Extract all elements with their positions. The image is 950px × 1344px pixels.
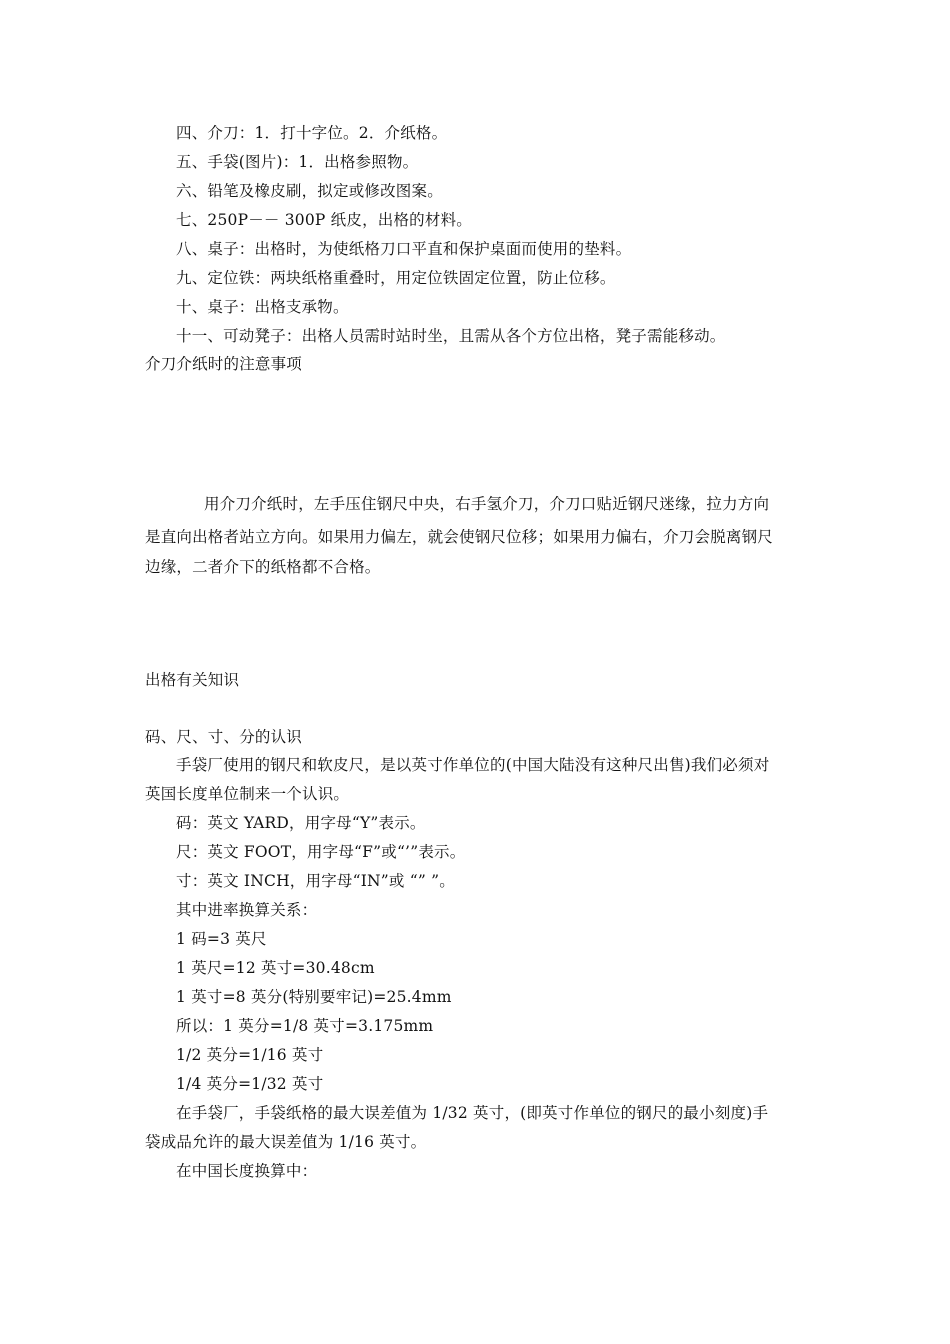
paragraph-line: 在中国长度换算中： — [176, 1162, 318, 1180]
conversion-line: 1 码=3 英尺 — [176, 930, 267, 948]
paragraph-line: 用介刀介纸时，左手压住钢尺中央，右手氢介刀，介刀口贴近钢尺迷缘，拉力方向 — [204, 495, 770, 513]
paragraph-line: 袋成品允许的最大误差值为 1/16 英寸。 — [145, 1133, 427, 1151]
conversion-line: 1/2 英分=1/16 英寸 — [176, 1046, 324, 1064]
conversion-line: 1 英寸=8 英分(特别要牢记)=25.4mm — [176, 988, 452, 1006]
unit-inch: 寸：英文 INCH，用字母“IN”或 “” ”。 — [176, 872, 455, 890]
conversion-intro: 其中进率换算关系： — [176, 901, 318, 919]
section-heading-cutting: 介刀介纸时的注意事项 — [145, 355, 303, 373]
unit-foot: 尺：英文 FOOT，用字母“F”或“’”表示。 — [176, 843, 466, 861]
paragraph-line: 边缘，二者介下的纸格都不合格。 — [145, 558, 381, 576]
unit-yard: 码：英文 YARD，用字母“Y”表示。 — [176, 814, 426, 832]
list-item-table: 十、桌子：出格支承物。 — [176, 298, 349, 316]
list-item-mat: 八、桌子：出格时，为使纸格刀口平直和保护桌面而使用的垫料。 — [176, 240, 632, 258]
list-item-pencil: 六、铅笔及橡皮刷，拟定或修改图案。 — [176, 182, 443, 200]
conversion-line: 所以：1 英分=1/8 英寸=3.175mm — [176, 1017, 434, 1035]
conversion-line: 1 英尺=12 英寸=30.48cm — [176, 959, 375, 977]
paragraph-line: 英国长度单位制来一个认识。 — [145, 785, 350, 803]
list-item-knife: 四、介刀：1．打十字位。2．介纸格。 — [176, 124, 448, 142]
conversion-line: 1/4 英分=1/32 英寸 — [176, 1075, 324, 1093]
section-heading-knowledge: 出格有关知识 — [145, 671, 240, 689]
list-item-cardboard: 七、250P－－ 300P 纸皮，出格的材料。 — [176, 211, 472, 229]
list-item-stool: 十一、可动凳子：出格人员需时站时坐，且需从各个方位出格，凳子需能移动。 — [176, 327, 726, 345]
paragraph-line: 在手袋厂，手袋纸格的最大误差值为 1/32 英寸，(即英寸作单位的钢尺的最小刻度)手 — [176, 1104, 769, 1122]
list-item-handbag: 五、手袋(图片)：1．出格参照物。 — [176, 153, 419, 171]
paragraph-line: 手袋厂使用的钢尺和软皮尺，是以英寸作单位的(中国大陆没有这种尺出售)我们必须对 — [176, 756, 770, 774]
paragraph-line: 是直向出格者站立方向。如果用力偏左，就会使钢尺位移；如果用力偏右，介刀会脱离钢尺 — [145, 528, 774, 546]
list-item-positioning-iron: 九、定位铁：两块纸格重叠时，用定位铁固定位置，防止位移。 — [176, 269, 616, 287]
subheading-units: 码、尺、寸、分的认识 — [145, 728, 303, 746]
